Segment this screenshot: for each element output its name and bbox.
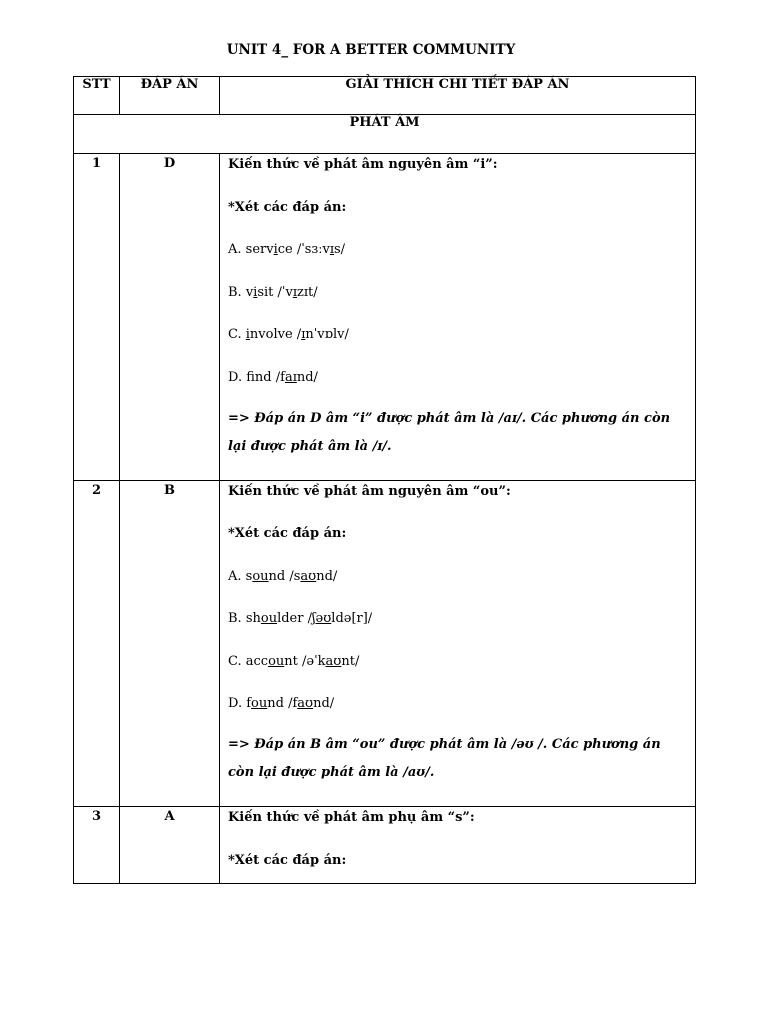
row-explanation xyxy=(220,480,696,807)
explanation-subheading: *Xét các đáp án: xyxy=(228,852,347,868)
section-title: PHÁT ÂM xyxy=(74,115,696,154)
row-number: 1 xyxy=(74,154,120,481)
option-c: C. involve /ɪnˈvɒlv/ xyxy=(228,327,349,342)
document-title: UNIT 4_ FOR A BETTER COMMUNITY xyxy=(226,42,516,58)
explanation-conclusion: => Đáp án B âm “ou” được phát âm là /əʊ /. Các phương án còn lại được phát âm là /aʊ/. xyxy=(228,737,661,780)
section-row xyxy=(74,115,696,154)
explanation-subheading: *Xét các đáp án: xyxy=(228,526,347,541)
option-d: D. found /faʊnd/ xyxy=(228,696,335,711)
answer-table xyxy=(73,76,696,884)
option-b: B. shoulder /ʃəʊldə[r]/ xyxy=(228,611,373,626)
table-row xyxy=(74,154,696,481)
table-row xyxy=(74,480,696,807)
row-explanation xyxy=(220,807,696,884)
header-explanation: GIẢI THÍCH CHI TIẾT ĐÁP ÁN xyxy=(220,77,696,115)
explanation-heading: Kiến thức về phát âm nguyên âm “ou”: xyxy=(228,483,511,499)
explanation-heading: Kiến thức về phát âm phụ âm “s”: xyxy=(228,810,475,825)
row-answer: D xyxy=(120,154,220,481)
table-row xyxy=(74,807,696,884)
option-b: B. visit /ˈvɪzɪt/ xyxy=(228,284,318,300)
row-answer: A xyxy=(120,807,220,884)
option-d: D. fnd /faɪnd/ xyxy=(228,369,318,385)
explanation-subheading: *Xét các đáp án: xyxy=(228,199,347,215)
option-a: A. service /ˈsɜːvɪs/ xyxy=(228,242,346,257)
row-explanation xyxy=(220,154,696,481)
header-answer: ĐÁP ÁN xyxy=(120,77,220,115)
explanation-conclusion: => Đáp án D âm “i” được phát âm là /aɪ/. Các phương án còn lại được phát âm là /ɪ/. xyxy=(228,410,671,454)
option-c: C. account /əˈkaʊnt/ xyxy=(228,653,360,669)
explanation-heading: Kiến thức về phát âm nguyên âm “i”: xyxy=(228,157,498,172)
option-a: A. sound /saʊnd/ xyxy=(228,568,338,584)
header-stt: STT xyxy=(74,77,120,115)
row-number: 3 xyxy=(74,807,120,884)
row-number: 2 xyxy=(74,480,120,807)
row-answer: B xyxy=(120,480,220,807)
table-header-row xyxy=(74,77,696,115)
